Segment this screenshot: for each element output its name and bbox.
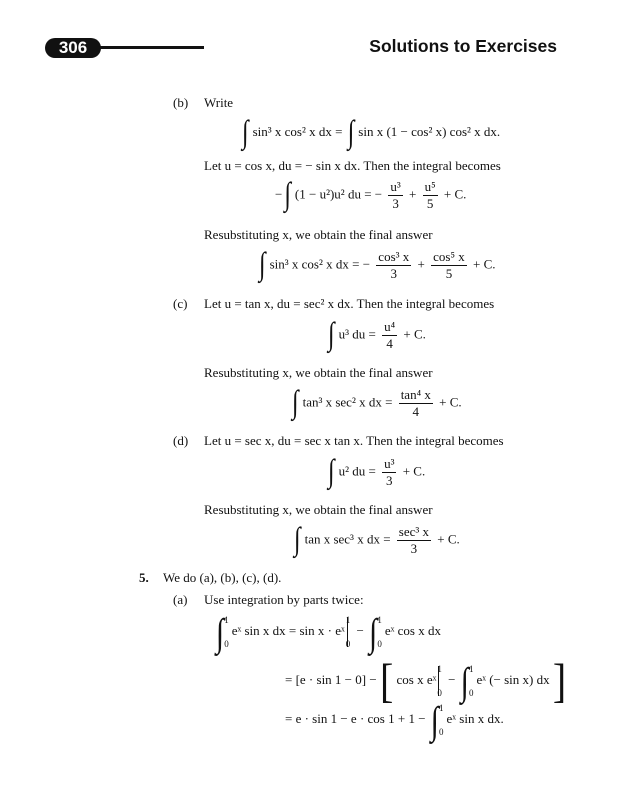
- integral-limits: [439, 703, 444, 737]
- eq-text: tan³ x sec² x dx =: [302, 394, 393, 410]
- denominator: 3: [410, 541, 418, 556]
- problem-5-intro: We do (a), (b), (c), (d).: [163, 570, 282, 585]
- denominator: 3: [390, 266, 398, 281]
- eq-text: + C.: [439, 394, 462, 410]
- part-d-let-line: Let u = sec x, du = sec x tan x. Then the integral becomes: [204, 433, 504, 448]
- lower-limit: 0: [345, 639, 351, 649]
- upper-limit: 1: [439, 703, 444, 713]
- fraction: [382, 320, 397, 351]
- eq-text: + C.: [443, 186, 467, 202]
- eq-text: + C.: [473, 256, 496, 272]
- part-b-resub: Resubstituting x, we obtain the final answer: [204, 227, 433, 242]
- lower-limit: 0: [437, 688, 442, 699]
- denominator: 4: [386, 336, 393, 351]
- numerator: u⁵: [424, 179, 436, 194]
- upper-limit: 1: [377, 615, 382, 625]
- part-c-resub: Resubstituting x, we obtain the final answer: [204, 365, 433, 380]
- fraction: [399, 388, 433, 419]
- numerator: cos⁵ x: [433, 249, 465, 264]
- numerator: tan⁴ x: [400, 387, 431, 402]
- eq-text: eˣ cos x dx: [384, 622, 441, 638]
- integral-sign: ∫: [216, 611, 225, 655]
- page-number: 306: [45, 38, 101, 58]
- denominator: 5: [426, 196, 434, 211]
- eq-text: cos x eˣ: [396, 672, 437, 687]
- numerator: u⁴: [384, 319, 396, 334]
- integral-sign: ∫: [460, 660, 469, 704]
- upper-limit: 1: [468, 664, 474, 675]
- part-d-resub: Resubstituting x, we obtain the final answer: [204, 502, 433, 517]
- denominator: 5: [445, 266, 453, 281]
- eq-text: −: [275, 186, 283, 202]
- part-c-eq2: [290, 385, 462, 421]
- numerator: sec³ x: [398, 524, 430, 539]
- fraction: [382, 457, 396, 488]
- part-b-eq3: [257, 247, 496, 283]
- parts-line-1: [214, 611, 441, 655]
- part-c-label: (c): [173, 296, 188, 311]
- integral-limits: [224, 615, 229, 649]
- eq-text: +: [409, 186, 417, 202]
- integral-sign: ∫: [284, 177, 291, 213]
- eq-text: u³ du =: [338, 326, 376, 342]
- upper-limit: 1: [437, 664, 442, 675]
- upper-limit: 1: [345, 615, 351, 625]
- eq-text: −: [356, 622, 364, 638]
- eq-text: +: [417, 256, 425, 272]
- denominator: 3: [392, 196, 399, 211]
- header-rule: [98, 46, 204, 49]
- integral-sign: ∫: [242, 115, 249, 151]
- eq-text: sin x (1 − cos² x) cos² x dx.: [358, 124, 501, 139]
- fraction: [376, 250, 411, 281]
- integral-limits: [377, 615, 382, 649]
- eq-text: = e · sin 1 − e · cos 1 + 1 −: [285, 710, 426, 726]
- part-d-eq1: [326, 454, 426, 490]
- right-bracket: ]: [552, 653, 567, 708]
- fraction: [388, 180, 402, 211]
- lower-limit: 0: [439, 727, 444, 737]
- eq-text: + C.: [402, 463, 426, 479]
- left-bracket: [: [379, 653, 394, 708]
- eq-text: = [e · sin 1 − 0] −: [285, 672, 377, 687]
- problem-5-label: 5.: [139, 570, 149, 585]
- integral-sign: ∫: [328, 454, 335, 490]
- part-b-eq2: [275, 177, 467, 213]
- eq-text: tan x sec³ x dx =: [304, 531, 391, 547]
- eval-limits: [346, 615, 351, 649]
- integral-sign: ∫: [347, 115, 355, 151]
- part-d-label: (d): [173, 433, 189, 448]
- fraction: [423, 180, 438, 211]
- part-b-intro: Write: [204, 95, 234, 110]
- denominator: 3: [386, 473, 393, 488]
- fraction: [431, 250, 467, 281]
- numerator: u³: [384, 456, 395, 471]
- lower-limit: 0: [224, 639, 229, 649]
- eq-text: eˣ (− sin x) dx: [476, 672, 550, 687]
- integral-sign: ∫: [328, 317, 335, 353]
- problem-5a-intro: Use integration by parts twice:: [204, 592, 364, 607]
- eq-text: + C.: [437, 531, 460, 547]
- integral-sign: ∫: [259, 247, 266, 283]
- integral-sign: ∫: [430, 699, 439, 743]
- integral-sign: ∫: [292, 385, 299, 421]
- integral-sign: ∫: [369, 611, 378, 655]
- upper-limit: 1: [224, 615, 229, 625]
- part-b-label: (b): [173, 95, 189, 110]
- integral-sign: ∫: [294, 522, 301, 558]
- eq-text: u² du =: [338, 463, 376, 479]
- eq-text: sin³ x cos² x dx =: [252, 124, 343, 139]
- eq-text: eˣ sin x dx = sin x · eˣ: [231, 622, 345, 638]
- numerator: cos³ x: [378, 249, 410, 264]
- page-title: Solutions to Exercises: [369, 36, 557, 56]
- fraction: [397, 525, 431, 556]
- eq-text: (1 − u²)u² du = −: [294, 186, 383, 202]
- parts-line-3: [285, 699, 504, 743]
- lower-limit: 0: [468, 688, 474, 699]
- denominator: 4: [412, 404, 420, 419]
- part-c-let-line: Let u = tan x, du = sec² x dx. Then the integral becomes: [204, 296, 495, 311]
- part-c-eq1: [326, 317, 426, 353]
- numerator: u³: [390, 179, 401, 194]
- integral-limits: [469, 664, 474, 698]
- part-d-eq2: [292, 522, 460, 558]
- eq-text: + C.: [403, 326, 426, 342]
- lower-limit: 0: [377, 639, 382, 649]
- parts-line-2: [285, 653, 567, 708]
- problem-5a-label: (a): [173, 592, 188, 607]
- eq-text: eˣ sin x dx.: [446, 710, 504, 726]
- part-b-eq1: [240, 115, 501, 151]
- part-b-let-line: Let u = cos x, du = − sin x dx. Then the integral becomes: [204, 158, 501, 173]
- eval-limits: [437, 664, 442, 698]
- eq-text: sin³ x cos² x dx = −: [269, 256, 371, 272]
- eq-text: −: [448, 672, 456, 687]
